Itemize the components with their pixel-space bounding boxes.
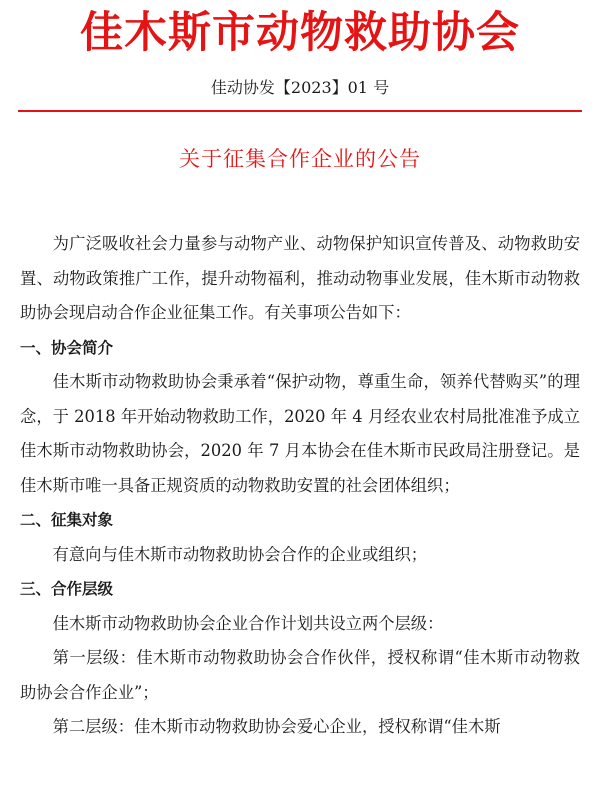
organization-title: 佳木斯市动物救助协会 bbox=[80, 8, 520, 58]
section-introduction-body: 佳木斯市动物救助协会秉承着“保护动物，尊重生命，领养代替购买”的理念，于 2018 年开始动物救助工作，2020 年 4 月经农业农村局批准准予成立佳木斯市动物救助协会，2020 年 7 月本协会在佳木斯市民政局注册登记。是佳木斯市唯一具备正规资质的动物救助安置的社会团体组织； bbox=[20, 372, 580, 495]
section-levels-body: 佳木斯市动物救助协会企业合作计划共设立两个层级： bbox=[52, 613, 444, 633]
notice-body bbox=[20, 227, 580, 745]
document-number: 佳动协发【2023】01 号 bbox=[210, 78, 390, 97]
level-two-item: 第二层级：佳木斯市动物救助协会爱心企业，授权称谓“佳木斯 bbox=[52, 717, 501, 736]
section-targets-body: 有意向与佳木斯市动物救助协会合作的企业或组织； bbox=[52, 544, 428, 564]
level-one-item: 第一层级：佳木斯市动物救助协会合作伙伴，授权称谓“佳木斯市动物救助协会合作企业”； bbox=[20, 648, 580, 702]
red-divider-line bbox=[18, 110, 582, 112]
section-heading-introduction: 一、协会简介 bbox=[20, 338, 114, 357]
notice-title: 关于征集合作企业的公告 bbox=[179, 147, 421, 171]
intro-paragraph: 为广泛吸收社会力量参与动物产业、动物保护知识宣传普及、动物救助安置、动物政策推广工作，提升动物福利，推动动物事业发展，佳木斯市动物救助协会现启动合作企业征集工作。有关事项公告如下： bbox=[20, 234, 580, 322]
section-heading-targets: 二、征集对象 bbox=[20, 511, 114, 529]
section-heading-levels: 三、合作层级 bbox=[20, 580, 114, 598]
